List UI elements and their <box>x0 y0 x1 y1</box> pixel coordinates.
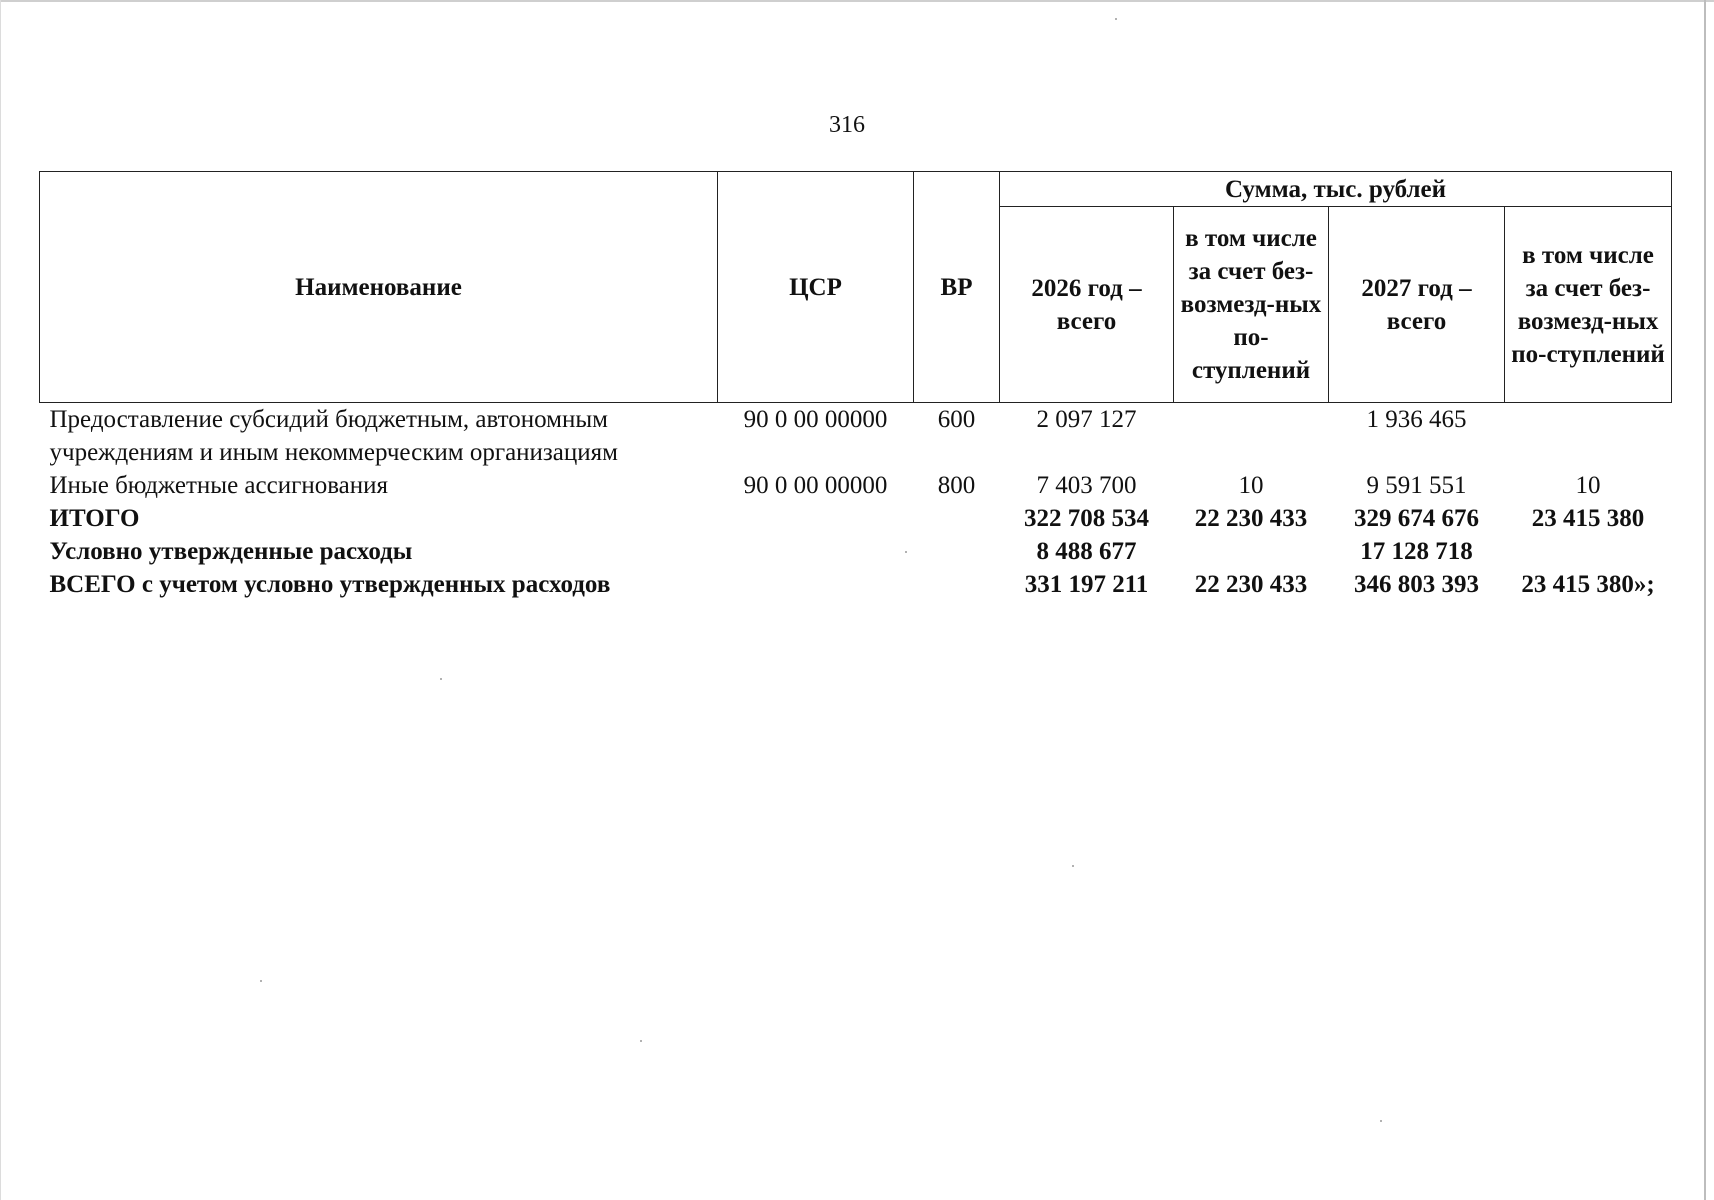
row-2026-gratuitous: 22 230 433 <box>1194 571 1308 598</box>
row-2027-total: 17 128 718 <box>1360 538 1473 565</box>
row-name: Иные бюджетные ассигнования <box>49 472 389 499</box>
row-vr: 800 <box>937 472 976 499</box>
header-vr: ВР <box>914 172 1000 403</box>
scan-speck <box>1115 18 1117 20</box>
scan-top-edge <box>0 0 1714 2</box>
table-row-grand-total <box>40 568 1672 601</box>
row-2027-gratuitous: 23 415 380 <box>1531 505 1645 532</box>
header-2027-total: 2027 год – всего <box>1329 207 1505 403</box>
row-2027-total: 9 591 551 <box>1366 472 1467 499</box>
header-2026-gratuitous: в том числе за счет без-возмезд-ных по-ступлений <box>1174 207 1329 403</box>
row-vr <box>914 502 1000 535</box>
row-2027-gratuitous <box>1505 403 1672 470</box>
row-2026-gratuitous: 10 <box>1238 472 1264 499</box>
row-csr: 90 0 00 00000 <box>743 472 888 499</box>
row-2026-gratuitous <box>1174 535 1329 568</box>
row-2026-total: 2 097 127 <box>1036 406 1137 433</box>
header-sum-group: Сумма, тыс. рублей <box>1000 172 1672 207</box>
scan-speck <box>1380 1120 1382 1122</box>
scan-speck <box>1072 865 1074 867</box>
scan-speck <box>905 551 907 553</box>
header-row-top <box>40 172 1672 207</box>
header-2027-gratuitous: в том числе за счет без-возмезд-ных по-ступлений <box>1505 207 1672 403</box>
scan-left-edge <box>0 0 1 1200</box>
table-row <box>40 403 1672 470</box>
row-2027-gratuitous <box>1505 535 1672 568</box>
row-2026-total: 7 403 700 <box>1036 472 1137 499</box>
row-csr: 90 0 00 00000 <box>743 406 888 433</box>
row-2026-total: 322 708 534 <box>1024 505 1149 532</box>
header-name: Наименование <box>40 172 718 403</box>
budget-table <box>39 171 1672 601</box>
header-csr: ЦСР <box>718 172 914 403</box>
row-name: Условно утвержденные расходы <box>49 538 413 565</box>
row-csr <box>718 502 914 535</box>
row-2026-gratuitous <box>1174 403 1329 470</box>
scan-speck <box>260 980 262 982</box>
row-vr: 600 <box>937 406 976 433</box>
row-name: ИТОГО <box>49 505 140 532</box>
row-2027-total: 329 674 676 <box>1354 505 1479 532</box>
row-2027-gratuitous: 10 <box>1575 472 1601 499</box>
header-2026-total: 2026 год – всего <box>1000 207 1174 403</box>
row-csr <box>718 568 914 601</box>
row-2026-gratuitous: 22 230 433 <box>1194 505 1308 532</box>
table-row-total <box>40 502 1672 535</box>
scan-speck <box>440 678 442 680</box>
row-2027-total: 346 803 393 <box>1354 571 1479 598</box>
row-vr <box>914 568 1000 601</box>
row-csr <box>718 535 914 568</box>
row-name: ВСЕГО с учетом условно утвержденных расходов <box>49 571 611 598</box>
row-2026-total: 8 488 677 <box>1036 538 1137 565</box>
row-vr <box>914 535 1000 568</box>
row-2027-total: 1 936 465 <box>1366 406 1467 433</box>
page-number: 316 <box>829 112 865 138</box>
scan-speck <box>640 1040 642 1042</box>
row-2026-total: 331 197 211 <box>1024 571 1149 598</box>
row-2027-gratuitous: 23 415 380»; <box>1521 571 1655 598</box>
table-row <box>40 469 1672 502</box>
scan-right-edge <box>1704 0 1706 1200</box>
row-name: Предоставление субсидий бюджетным, автономным учреждениям и иным некоммерческим организациям <box>49 406 618 466</box>
table-row-conditional <box>40 535 1672 568</box>
